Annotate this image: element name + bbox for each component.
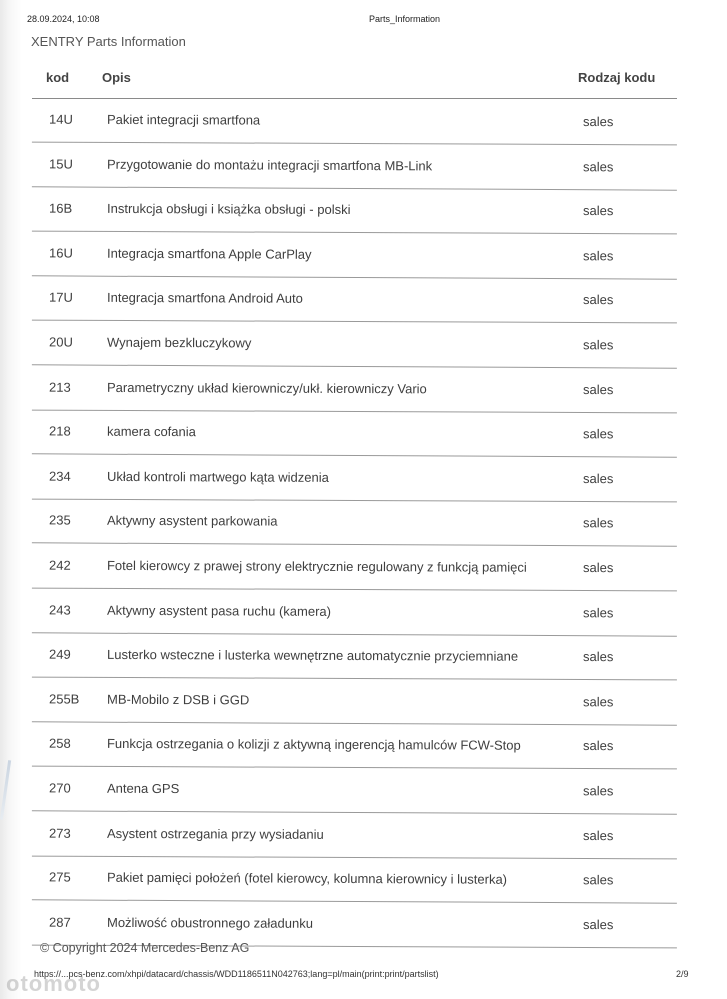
row-code: 20U (48, 334, 73, 350)
page-number: 2/9 (676, 969, 689, 979)
table-row (32, 633, 677, 680)
row-description: Fotel kierowcy z prawej strony elektrycznie regulowany z funkcją pamięci (106, 557, 527, 575)
row-description: Parametryczny układ kierowniczy/ukł. kierowniczy Vario (106, 379, 427, 396)
row-description: Przygotowanie do montażu integracji smartfona MB-Link (106, 156, 433, 174)
table-row (32, 365, 677, 412)
row-code: 15U (48, 155, 73, 172)
table-row (32, 454, 677, 501)
table-row (32, 142, 677, 190)
row-type: sales (582, 113, 614, 130)
table-row (32, 811, 677, 858)
row-description: kamera cofania (106, 423, 196, 440)
row-type: sales (582, 693, 614, 710)
row-code: 243 (48, 601, 71, 618)
row-code: 242 (48, 557, 71, 573)
row-description: MB-Mobilo z DSB i GGD (106, 691, 250, 708)
row-type: sales (582, 203, 614, 219)
row-description: Instrukcja obsługi i książka obsługi - polski (106, 201, 351, 218)
row-description: Układ kontroli martwego kąta widzenia (106, 468, 329, 485)
row-description: Lusterko wsteczne i lusterka wewnętrzne automatycznie przyciemniane (106, 647, 519, 664)
row-description: Integracja smartfona Android Auto (106, 290, 303, 307)
row-description: Asystent ostrzegania przy wysiadaniu (106, 825, 324, 842)
row-code: 17U (48, 290, 73, 306)
row-code: 213 (48, 379, 71, 395)
row-type: sales (582, 827, 614, 843)
row-description: Funkcja ostrzegania o kolizji z aktywną ingerencją hamulców FCW-Stop (106, 736, 521, 754)
row-code: 14U (48, 111, 73, 127)
row-description: Możliwość obustronnego załadunku (106, 914, 314, 931)
copyright: © Copyright 2024 Mercedes-Benz AG (40, 941, 250, 955)
table-row (32, 499, 677, 547)
row-type: sales (582, 649, 614, 665)
table-row (32, 320, 677, 368)
print-url: https://...pcs-benz.com/xhpi/datacard/chassis/WDD1186511N042763;lang=pl/main(print:print/partslist) (34, 969, 439, 979)
table-row (32, 588, 677, 636)
row-description: Pakiet pamięci położeń (fotel kierowcy, kolumna kierownicy i lusterka) (106, 869, 508, 887)
row-description: Aktywny asystent parkowania (106, 513, 278, 529)
row-code: 235 (48, 512, 71, 528)
table-row (32, 677, 677, 725)
row-code: 273 (48, 825, 71, 841)
row-type: sales (582, 337, 614, 353)
table-row (32, 722, 677, 769)
row-type: sales (582, 158, 614, 174)
watermark-logo: otomoto (6, 971, 101, 996)
table-body (32, 99, 677, 946)
table-row (32, 231, 677, 279)
print-footer (0, 969, 727, 983)
row-type: sales (582, 738, 614, 754)
app-title: XENTRY Parts Information (31, 34, 186, 49)
row-type: sales (582, 247, 614, 264)
row-description: Antena GPS (106, 780, 180, 796)
row-code: 275 (48, 869, 71, 885)
table-row (32, 855, 677, 903)
row-code: 16U (48, 245, 73, 261)
row-code: 258 (48, 735, 71, 752)
row-code: 270 (48, 780, 71, 796)
parts-table (32, 60, 677, 946)
row-description: Integracja smartfona Apple CarPlay (106, 245, 312, 262)
print-header (0, 14, 727, 28)
row-type: sales (582, 783, 614, 799)
row-code: 218 (48, 423, 71, 439)
row-type: sales (582, 872, 614, 888)
row-type: sales (582, 292, 614, 308)
row-type: sales (582, 426, 614, 442)
row-code: 16B (48, 200, 73, 216)
row-type: sales (582, 916, 614, 932)
row-code: 255B (48, 691, 80, 707)
row-code: 249 (48, 646, 71, 662)
print-date: 28.09.2024, 10:08 (27, 14, 100, 24)
header-type: Rodzaj kodu (578, 70, 656, 85)
table-row (32, 544, 677, 591)
table-header (32, 60, 677, 99)
print-title: Parts_Information (369, 14, 441, 24)
row-code: 287 (48, 914, 71, 930)
row-description: Pakiet integracji smartfona (106, 111, 261, 128)
row-description: Aktywny asystent pasa ruchu (kamera) (106, 602, 332, 619)
row-type: sales (582, 381, 614, 397)
table-row (32, 276, 677, 323)
row-type: sales (582, 515, 614, 531)
table-row (32, 98, 677, 145)
table-row (32, 187, 677, 234)
table-row (32, 409, 677, 457)
row-type: sales (582, 470, 614, 486)
header-code: kod (46, 70, 70, 85)
table-row (32, 766, 677, 814)
row-description: Wynajem bezkluczykowy (106, 334, 252, 351)
row-type: sales (582, 559, 614, 576)
header-description: Opis (102, 70, 131, 85)
row-code: 234 (48, 468, 71, 484)
row-type: sales (582, 604, 614, 620)
